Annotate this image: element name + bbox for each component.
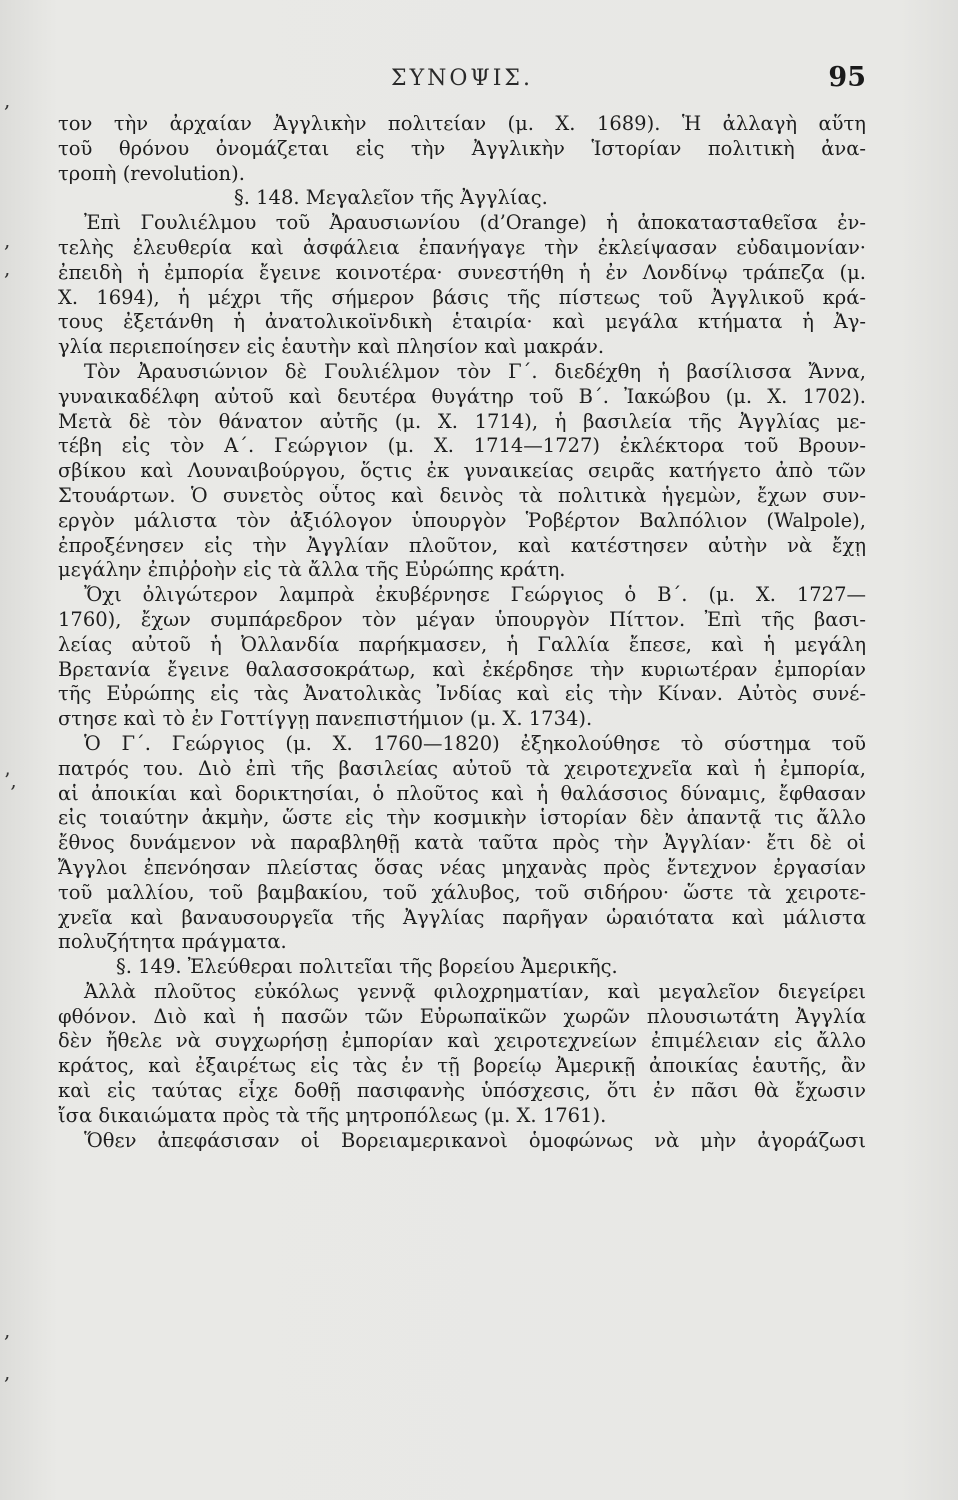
margin-mark: , <box>4 88 11 112</box>
running-title: ΣΥΝΟΨΙΣ. <box>391 66 533 91</box>
text-line: γυναικαδέλφη αὐτοῦ καὶ δευτέρα θυγάτηρ τοῦ Β΄. Ἰακώβου (μ. Χ. 1702). <box>58 384 866 408</box>
text-line: τέβη εἰς τὸν Α΄. Γεώργιον (μ. Χ. 1714—1727) ἐκλέκτορα τοῦ Βρουν- <box>58 434 866 458</box>
text-line: Ἀλλὰ πλοῦτος εὐκόλως γεννᾷ φιλοχρηματίαν, καὶ μεγαλεῖον διεγείρει <box>84 979 866 1003</box>
body-text <box>58 112 866 1153</box>
text-line: ἐπροξένησεν εἰς τὴν Ἀγγλίαν πλοῦτον, καὶ κατέστησεν αὐτὴν νὰ ἔχῃ <box>58 533 866 557</box>
text-line: δὲν ἤθελε νὰ συγχωρήσῃ ἐμπορίαν καὶ χειροτεχνείων ἐπιμέλειαν εἰς ἄλλο <box>58 1029 866 1053</box>
text-line: Ἄγγλοι ἐπενόησαν πλείστας ὅσας νέας μηχανὰς πρὸς ἔντεχνον ἐργασίαν <box>58 855 866 879</box>
text-line: μεγάλην ἐπιῤῥοὴν εἰς τὰ ἄλλα τῆς Εὐρώπης κράτη. <box>58 558 566 582</box>
text-line: πατρός του. Διὸ ἐπὶ τῆς βασιλείας αὐτοῦ τὰ χειροτεχνεῖα καὶ ἡ ἐμπορία, <box>58 756 866 780</box>
text-line: εργὸν μάλιστα τὸν ἀξιόλογον ὑπουργὸν Ῥοβέρτον Βαλπόλιον (Walpole), <box>58 508 866 532</box>
text-line: τελὴς ἐλευθερία καὶ ἀσφάλεια ἐπανήγαγε τὴν ἐκλείψασαν εὐδαιμονίαν· <box>58 235 866 259</box>
text-line: 1760), ἔχων συμπάρεδρον τὸν μέγαν ὑπουργὸν Πίττον. Ἐπὶ τῆς βασι- <box>58 607 866 631</box>
text-line: εἰς τοιαύτην ἀκμὴν, ὥστε εἰς τὴν κοσμικὴν ἱστορίαν δὲν ἀπαντᾷ τις ἄλλο <box>58 806 866 830</box>
text-line: Ὅθεν ἀπεφάσισαν οἱ Βορειαμερικανοὶ ὁμοφώνως νὰ μὴν ἀγοράζωσι <box>84 1128 866 1152</box>
page-number: 95 <box>828 62 866 93</box>
text-line: ἴσα δικαιώματα πρὸς τὰ τῆς μητροπόλεως (μ. Χ. 1761). <box>58 1103 607 1127</box>
text-line: ἐπειδὴ ἡ ἐμπορία ἔγεινε κοινοτέρα· συνεστήθη ἡ ἐν Λονδίνῳ τράπεζα (μ. <box>58 260 866 284</box>
text-line: τοῦ θρόνου ὀνομάζεται εἰς τὴν Ἀγγλικὴν Ἱστορίαν πολιτικὴ ἀνα- <box>58 136 866 160</box>
text-line: Ἐπὶ Γουλιέλμου τοῦ Ἀραυσιωνίου (d’Orange) ἡ ἀποκατασταθεῖσα ἐν- <box>84 211 866 235</box>
text-line: τον τὴν ἀρχαίαν Ἀγγλικὴν πολιτείαν (μ. Χ. 1689). Ἡ ἀλλαγὴ αὕτη <box>58 112 866 135</box>
text-line: κράτος, καὶ ἐξαιρέτως εἰς τὰς ἐν τῇ βορείῳ Ἀμερικῇ ἀποικίας ἑαυτῆς, ἂν <box>58 1054 866 1078</box>
text-line: σβίκου καὶ Λουναιβούργου, ὅςτις ἐκ γυναικείας σειρᾶς κατήγετο ἀπὸ τῶν <box>58 459 866 483</box>
text-line: Ὄχι ὀλιγώτερον λαμπρὰ ἐκυβέρνησε Γεώργιος ὁ Β΄. (μ. Χ. 1727— <box>84 583 866 607</box>
text-line: τους ἐξετάνθη ἡ ἀνατολικοϊνδικὴ ἑταιρία· καὶ μεγάλα κτήματα ἡ Ἀγ- <box>58 310 866 334</box>
text-line: ἔθνος δυνάμενον νὰ παραβληθῇ κατὰ ταῦτα πρὸς τὴν Ἀγγλίαν· ἔτι δὲ οἱ <box>58 831 866 855</box>
text-line: τροπὴ (revolution). <box>58 161 245 185</box>
text-line: Στουάρτων. Ὁ συνετὸς οὗτος καὶ δεινὸς τὰ πολιτικὰ ἡγεμὼν, ἔχων συν- <box>58 483 866 507</box>
text-line: τῆς Εὐρώπης εἰς τὰς Ἀνατολικὰς Ἰνδίας καὶ εἰς τὴν Κίναν. Αὐτὸς συνέ- <box>58 682 866 706</box>
text-line: Χ. 1694), ἡ μέχρι τῆς σήμερον βάσις τῆς πίστεως τοῦ Ἀγγλικοῦ κρά- <box>58 285 866 309</box>
text-line: Βρετανία ἔγεινε θαλασσοκράτωρ, καὶ ἐκέρδησε τὴν κυριωτέραν ἐμπορίαν <box>58 657 866 681</box>
text-line: γλία περιεποίησεν εἰς ἑαυτὴν καὶ πλησίον καὶ μακράν. <box>58 335 605 359</box>
text-line: τοῦ μαλλίου, τοῦ βαμβακίου, τοῦ χάλυβος, τοῦ σιδήρου· ὥστε τὰ χειροτε- <box>58 880 866 904</box>
section-heading-149: §. 149. Ἐλεύθεραι πολιτεῖαι τῆς βορείου Ἀμερικῆς. <box>116 955 618 979</box>
margin-mark: , <box>4 1318 11 1342</box>
text-line: Ὁ Γ΄. Γεώργιος (μ. Χ. 1760—1820) ἐξηκολούθησε τὸ σύστημα τοῦ <box>84 731 866 755</box>
page-header <box>58 62 866 102</box>
text-line: πολυζήτητα πράγματα. <box>58 930 287 954</box>
margin-mark: ’, <box>4 768 17 792</box>
text-line: καὶ εἰς ταύτας εἶχε δοθῇ πασιφανὴς ὑπόσχεσις, ὅτι ἐν πᾶσι θὰ ἔχωσιν <box>58 1079 866 1103</box>
text-line: λείας αὐτοῦ ἡ Ὀλλανδία παρήκμασεν, ἡ Γαλλία ἔπεσε, καὶ ἡ μεγάλη <box>58 632 866 656</box>
text-line: φθόνον. Διὸ καὶ ἡ πασῶν τῶν Εὐρωπαϊκῶν χωρῶν πλουσιωτάτη Ἀγγλία <box>58 1004 866 1028</box>
margin-mark: , <box>4 228 11 252</box>
margin-mark: , <box>4 256 11 280</box>
text-line: αἱ ἀποικίαι καὶ δορικτησίαι, ὁ πλοῦτος καὶ ἡ θαλάσσιος δύναμις, ἔφθασαν <box>58 781 866 805</box>
section-heading-148: §. 148. Μεγαλεῖον τῆς Ἀγγλίας. <box>234 186 548 210</box>
text-line: Μετὰ δὲ τὸν θάνατον αὐτῆς (μ. Χ. 1714), ἡ βασιλεία τῆς Ἀγγλίας με- <box>58 409 866 433</box>
text-line: χνεῖα καὶ βαναυσουργεῖα τῆς Ἀγγλίας παρῆγαν ὡραιότατα καὶ μάλιστα <box>58 905 866 929</box>
margin-mark: , <box>4 1360 11 1384</box>
text-line: στησε καὶ τὸ ἐν Γοττίγγῃ πανεπιστήμιον (μ. Χ. 1734). <box>58 707 593 731</box>
text-line: Τὸν Ἀραυσιώνιον δὲ Γουλιέλμον τὸν Γ΄. διεδέχθη ἡ βασίλισσα Ἄννα, <box>84 359 866 383</box>
